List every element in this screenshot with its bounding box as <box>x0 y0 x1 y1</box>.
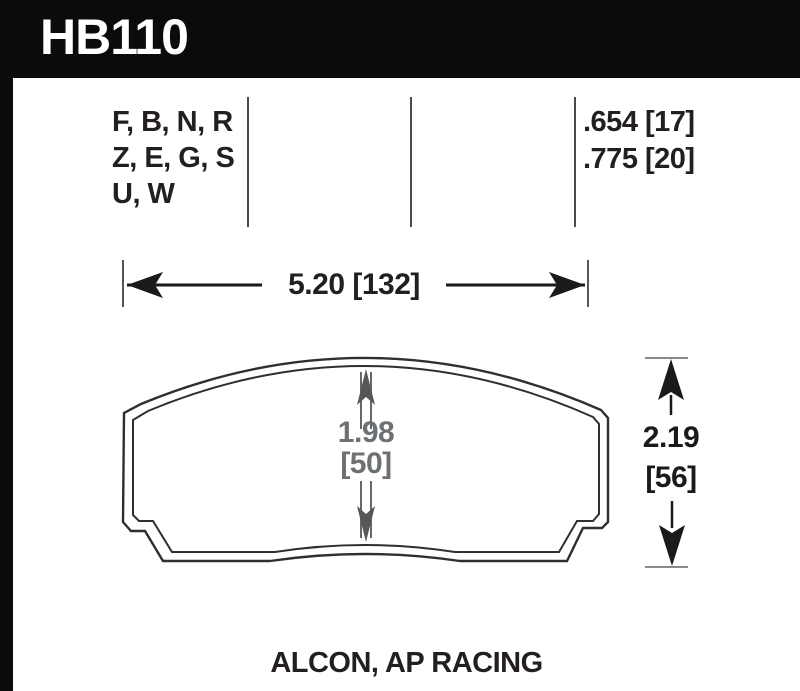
thickness-value-line: .775 [20] <box>583 143 695 175</box>
center-dim-up-arrowhead-icon <box>357 369 375 405</box>
center-height-dimension-label <box>316 417 416 479</box>
center-height-value: 1.98 <box>337 416 395 449</box>
overall-height-value: 2.19 <box>642 421 700 454</box>
part-number-label: HB110 <box>40 9 188 65</box>
applications-label: ALCON, AP RACING <box>270 647 543 679</box>
height-dim-up-arrowhead-icon <box>658 359 684 400</box>
center-height-bracket: [50] <box>340 447 392 480</box>
center-dim-down-arrowhead-icon <box>357 506 375 542</box>
compound-codes-line: U, W <box>112 178 175 210</box>
compound-codes-line: Z, E, G, S <box>112 142 235 174</box>
width-dimension-label: 5.20 [132] <box>262 266 446 304</box>
height-dim-down-arrowhead-icon <box>659 525 685 566</box>
thickness-value-line: .654 [17] <box>583 106 695 138</box>
compound-codes-line: F, B, N, R <box>112 106 233 138</box>
overall-height-bracket: [56] <box>645 461 697 494</box>
overall-height-dimension-label <box>620 418 722 498</box>
